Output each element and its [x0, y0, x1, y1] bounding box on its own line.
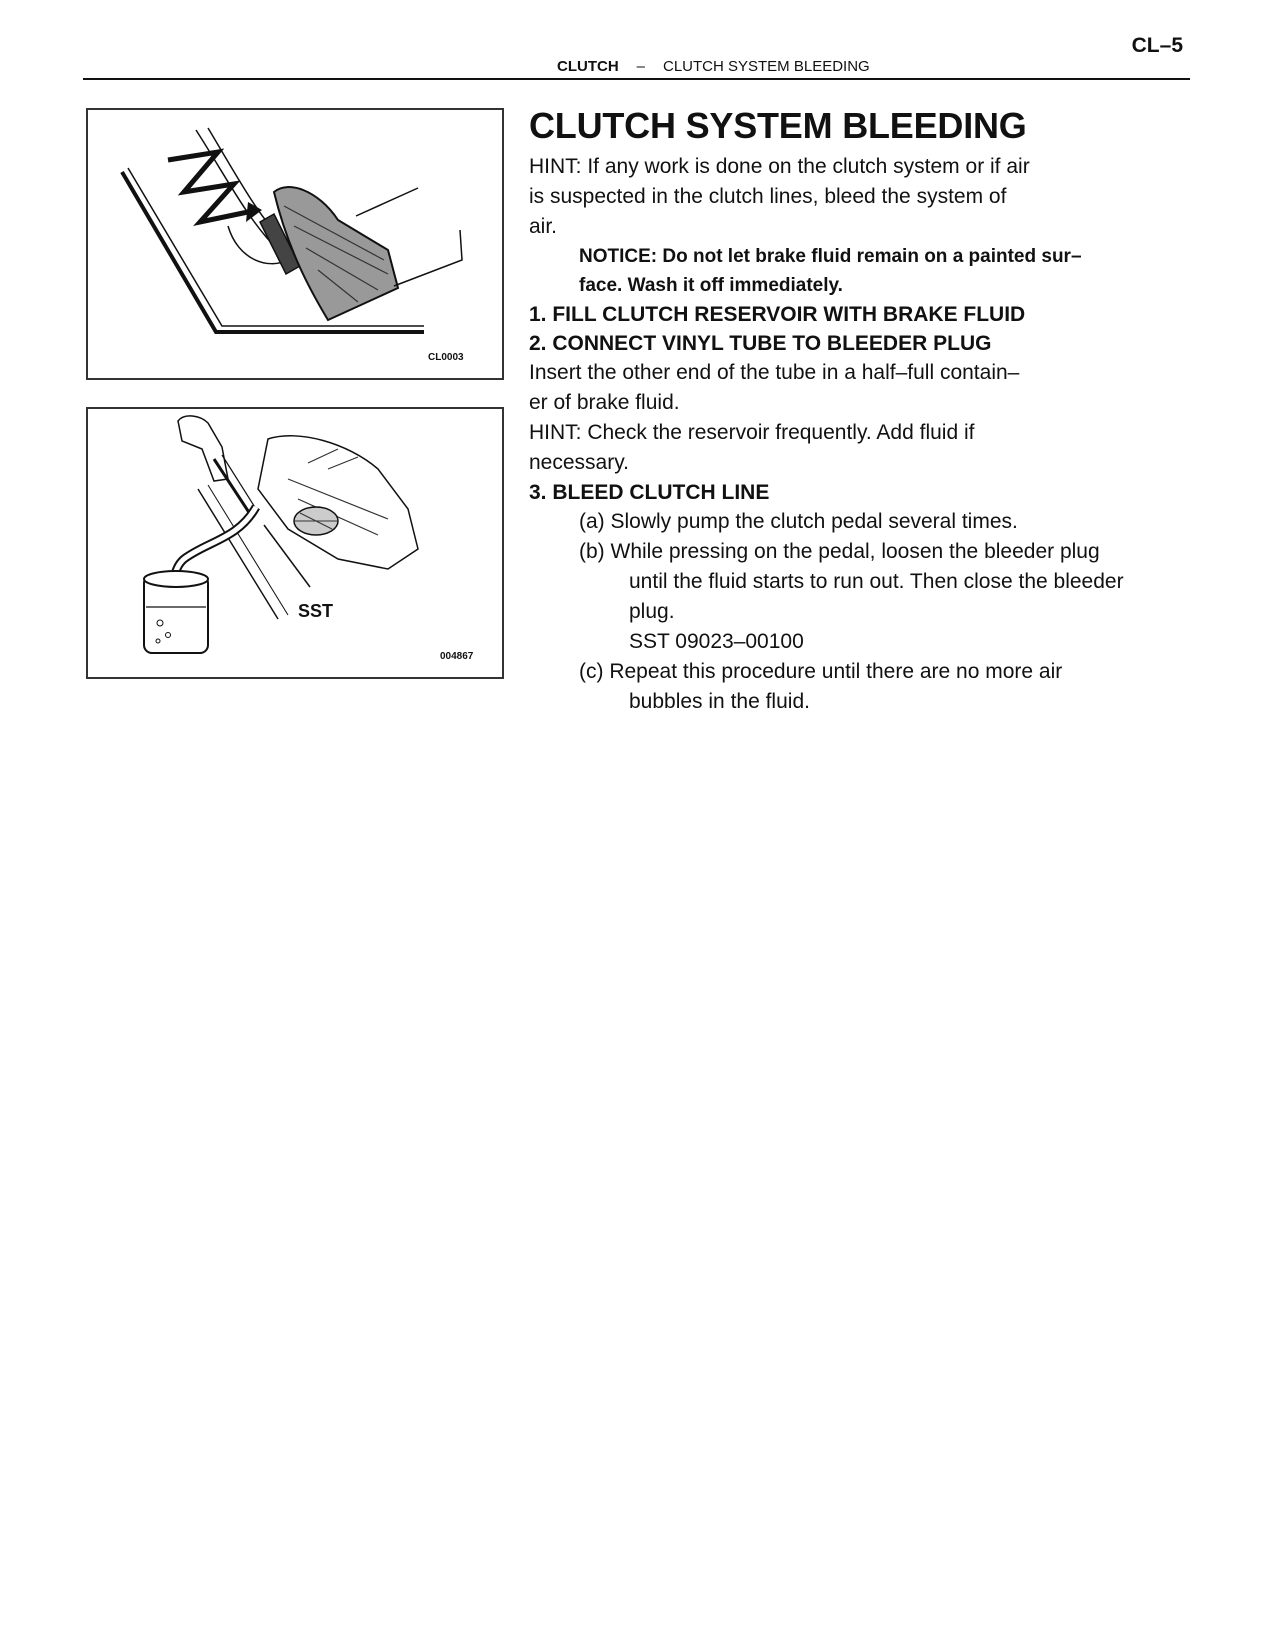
- hint-paragraph: [529, 152, 1169, 242]
- notice-line: face. Wash it off immediately.: [579, 275, 843, 296]
- running-head-section: CLUTCH: [557, 58, 619, 75]
- running-head-separator: –: [636, 58, 645, 75]
- figure-code-label: 004867: [440, 651, 474, 662]
- clutch-pedal-illustration: [88, 110, 502, 378]
- figure-clutch-pedal: [86, 108, 504, 380]
- hint-line: air.: [529, 215, 558, 238]
- header-rule: [83, 78, 1190, 80]
- running-head: [557, 58, 870, 75]
- running-head-subsection: CLUTCH SYSTEM BLEEDING: [663, 58, 870, 75]
- hint-line: HINT: If any work is done on the clutch system or if air: [529, 155, 1030, 178]
- figure-bleeding-sst: [86, 407, 504, 679]
- hint-line: HINT: Check the reservoir frequently. Add fluid if: [529, 421, 975, 444]
- bleeding-illustration: [88, 409, 502, 677]
- substep-b-line: until the fluid starts to run out. Then close the bleeder: [629, 570, 1124, 593]
- page-title: CLUTCH SYSTEM BLEEDING: [529, 105, 1027, 146]
- step-2-instructions: [529, 358, 1169, 418]
- substep-b-line: (b) While pressing on the pedal, loosen the bleeder plug: [579, 540, 1100, 563]
- substep-c-line: (c) Repeat this procedure until there are no more air: [579, 660, 1063, 683]
- step-2-line: er of brake fluid.: [529, 391, 680, 414]
- step-2-heading: 2. CONNECT VINYL TUBE TO BLEEDER PLUG: [529, 332, 992, 355]
- step-3-heading: 3. BLEED CLUTCH LINE: [529, 481, 770, 504]
- substep-c-line: bubbles in the fluid.: [629, 690, 810, 713]
- notice-line: NOTICE: Do not let brake fluid remain on a painted sur–: [579, 246, 1082, 267]
- substep-c: [579, 657, 1169, 717]
- step-1-heading: 1. FILL CLUTCH RESERVOIR WITH BRAKE FLUID: [529, 303, 1026, 326]
- sst-label: SST: [298, 601, 334, 621]
- step-2-line: Insert the other end of the tube in a half–full contain–: [529, 361, 1020, 384]
- notice-paragraph: [529, 242, 1169, 300]
- hint-reservoir: [529, 418, 1169, 478]
- substep-a: (a) Slowly pump the clutch pedal several times.: [579, 510, 1018, 533]
- sst-part-number: SST 09023–00100: [629, 630, 804, 653]
- hint-line: necessary.: [529, 451, 629, 474]
- figure-code-label: CL0003: [428, 352, 464, 363]
- hint-line: is suspected in the clutch lines, bleed the system of: [529, 185, 1007, 208]
- substep-b-line: plug.: [629, 600, 675, 623]
- substep-b: [579, 537, 1169, 657]
- main-content: [529, 104, 1169, 717]
- page-number: CL–5: [1131, 34, 1183, 57]
